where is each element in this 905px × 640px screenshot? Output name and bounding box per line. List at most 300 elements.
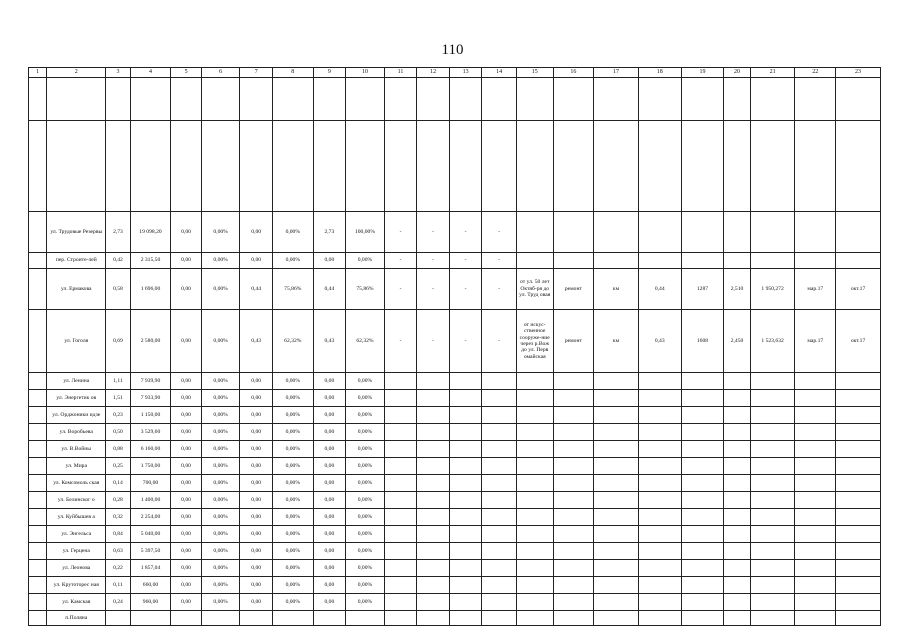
cell-col-17 (594, 390, 639, 407)
cell-col-3: 0,50 (106, 424, 130, 441)
cell-col-8 (272, 611, 313, 626)
cell-col-16 (553, 441, 594, 458)
cell-col-17 (594, 560, 639, 577)
cell-col-6: 0,00% (201, 577, 240, 594)
cell-col-3: 1,51 (106, 390, 130, 407)
blank-cell (29, 121, 47, 212)
cell-col-3: 0,42 (106, 253, 130, 269)
cell-col-3: 0,23 (106, 407, 130, 424)
cell-col-20 (724, 441, 750, 458)
column-number: 6 (201, 68, 240, 78)
blank-cell (240, 121, 273, 212)
cell-col-14 (482, 611, 517, 626)
cell-col-16: ремонт (553, 269, 594, 310)
blank-cell (47, 121, 106, 212)
column-number: 22 (795, 68, 836, 78)
cell-col-12 (417, 611, 450, 626)
cell-col-7: 0,00 (240, 475, 273, 492)
cell-col-9: 0,00 (313, 492, 346, 509)
blank-cell (272, 78, 313, 121)
cell-col-18 (638, 594, 681, 611)
cell-col-20 (724, 212, 750, 253)
cell-col-10: 0,00% (346, 560, 385, 577)
cell-col-18 (638, 407, 681, 424)
cell-col-10: 0,00% (346, 424, 385, 441)
cell-col-7: 0,00 (240, 509, 273, 526)
blank-cell (313, 121, 346, 212)
blank-cell (201, 78, 240, 121)
cell-col-10: 0,00% (346, 509, 385, 526)
cell-col-13 (449, 390, 482, 407)
cell-col-4: 7 933,90 (130, 390, 171, 407)
cell-col-9: 0,00 (313, 407, 346, 424)
cell-col-12 (417, 475, 450, 492)
cell-col-5: 0,00 (171, 373, 202, 390)
cell-col-9: 0,00 (313, 594, 346, 611)
table-row (29, 492, 881, 509)
cell-col-16 (553, 475, 594, 492)
cell-col-23 (836, 390, 881, 407)
cell-col-20: 2,450 (724, 310, 750, 373)
street-name: ул. Леонова (47, 560, 106, 577)
cell-col-21 (750, 475, 795, 492)
blank-cell (516, 78, 553, 121)
cell-col-4: 1 857,04 (130, 560, 171, 577)
cell-col-16 (553, 458, 594, 475)
cell-col-17 (594, 373, 639, 390)
table-row (29, 475, 881, 492)
cell-col-11 (384, 475, 417, 492)
cell-col-7: 0,00 (240, 441, 273, 458)
cell-col-5 (171, 611, 202, 626)
cell-col-14: - (482, 253, 517, 269)
column-number: 11 (384, 68, 417, 78)
cell-col-3: 0,84 (106, 526, 130, 543)
cell-col-12 (417, 577, 450, 594)
street-name: пер. Строите-лей (47, 253, 106, 269)
cell-col-14 (482, 594, 517, 611)
cell-col-19 (681, 543, 724, 560)
cell-col-4: 7 939,90 (130, 373, 171, 390)
cell-col-9: 0,00 (313, 441, 346, 458)
cell-col-3: 0,32 (106, 509, 130, 526)
cell-col-4: 960,00 (130, 594, 171, 611)
cell-col-17 (594, 407, 639, 424)
cell-col-7: 0,43 (240, 310, 273, 373)
table-row (29, 310, 881, 373)
cell-col-5: 0,00 (171, 212, 202, 253)
table-row (29, 577, 881, 594)
street-name: ул. Энгельса (47, 526, 106, 543)
cell-col-8: 0,00% (272, 577, 313, 594)
cell-col-12 (417, 509, 450, 526)
cell-col-6: 0,00% (201, 269, 240, 310)
cell-col-3: 0,14 (106, 475, 130, 492)
blank-cell (724, 78, 750, 121)
cell-col-13: - (449, 310, 482, 373)
table-row (29, 526, 881, 543)
cell-col-6: 0,00% (201, 458, 240, 475)
cell-col-18 (638, 373, 681, 390)
cell-col-16 (553, 509, 594, 526)
cell-col-18 (638, 526, 681, 543)
cell-col-6: 0,00% (201, 509, 240, 526)
cell-col-19 (681, 492, 724, 509)
cell-col-11 (384, 543, 417, 560)
cell-col-10: 0,00% (346, 594, 385, 611)
cell-col-8: 0,00% (272, 212, 313, 253)
cell-col-4: 19 098,20 (130, 212, 171, 253)
table-row (29, 269, 881, 310)
street-name: ул. Мира (47, 458, 106, 475)
cell-col-14: - (482, 269, 517, 310)
cell-col-13 (449, 560, 482, 577)
header-blank-row (29, 121, 881, 212)
header-row (29, 68, 881, 78)
cell-col-17 (594, 611, 639, 626)
cell-col-10: 62,32% (346, 310, 385, 373)
cell-col-23 (836, 594, 881, 611)
cell-col-14 (482, 441, 517, 458)
cell-col-13 (449, 543, 482, 560)
cell-col-19 (681, 594, 724, 611)
row-index-cell (29, 407, 47, 424)
cell-col-12 (417, 407, 450, 424)
cell-col-21: 1 950,272 (750, 269, 795, 310)
cell-col-7: 0,00 (240, 407, 273, 424)
table-row (29, 424, 881, 441)
cell-col-4: 2 580,00 (130, 310, 171, 373)
cell-col-23 (836, 253, 881, 269)
cell-col-15 (516, 212, 553, 253)
cell-col-15 (516, 543, 553, 560)
cell-col-18 (638, 212, 681, 253)
cell-col-19 (681, 424, 724, 441)
cell-col-13 (449, 611, 482, 626)
cell-col-7: 0,00 (240, 212, 273, 253)
column-number: 3 (106, 68, 130, 78)
cell-col-22: мар.17 (795, 310, 836, 373)
cell-col-7 (240, 611, 273, 626)
cell-col-22 (795, 475, 836, 492)
cell-col-15 (516, 492, 553, 509)
table-row (29, 458, 881, 475)
cell-col-12 (417, 560, 450, 577)
cell-col-16: ремонт (553, 310, 594, 373)
cell-col-11: - (384, 253, 417, 269)
cell-col-9: 0,00 (313, 373, 346, 390)
cell-col-15 (516, 509, 553, 526)
cell-col-23 (836, 492, 881, 509)
cell-col-3: 0,28 (106, 492, 130, 509)
street-name: ул. Крутоторес ная (47, 577, 106, 594)
cell-col-17 (594, 577, 639, 594)
cell-col-20 (724, 577, 750, 594)
header-blank-row (29, 78, 881, 121)
table-row (29, 611, 881, 626)
cell-col-3: 0,25 (106, 458, 130, 475)
cell-col-4: 5 397,50 (130, 543, 171, 560)
blank-cell (171, 78, 202, 121)
column-number: 8 (272, 68, 313, 78)
cell-col-16 (553, 424, 594, 441)
cell-col-19 (681, 509, 724, 526)
cell-col-11 (384, 424, 417, 441)
cell-col-4: 2 315,50 (130, 253, 171, 269)
row-index-cell (29, 560, 47, 577)
cell-col-12 (417, 543, 450, 560)
column-number: 5 (171, 68, 202, 78)
cell-col-14 (482, 475, 517, 492)
row-index-cell (29, 475, 47, 492)
cell-col-5: 0,00 (171, 407, 202, 424)
cell-col-8: 0,00% (272, 390, 313, 407)
cell-col-8: 0,00% (272, 594, 313, 611)
column-number: 2 (47, 68, 106, 78)
cell-col-21 (750, 594, 795, 611)
cell-col-22 (795, 594, 836, 611)
cell-col-9: 0,00 (313, 543, 346, 560)
cell-col-17: км (594, 269, 639, 310)
cell-col-16 (553, 407, 594, 424)
cell-col-20 (724, 560, 750, 577)
cell-col-6: 0,00% (201, 492, 240, 509)
cell-col-18 (638, 509, 681, 526)
cell-col-9: 0,00 (313, 253, 346, 269)
cell-col-5: 0,00 (171, 526, 202, 543)
row-index-cell (29, 458, 47, 475)
row-index-cell (29, 526, 47, 543)
cell-col-13 (449, 577, 482, 594)
row-index-cell (29, 577, 47, 594)
cell-col-15 (516, 611, 553, 626)
cell-col-22 (795, 492, 836, 509)
cell-col-5: 0,00 (171, 577, 202, 594)
cell-col-10: 0,00% (346, 526, 385, 543)
blank-cell (313, 78, 346, 121)
cell-col-10: 0,00% (346, 253, 385, 269)
cell-col-23 (836, 441, 881, 458)
column-number: 19 (681, 68, 724, 78)
cell-col-5: 0,00 (171, 253, 202, 269)
column-number: 10 (346, 68, 385, 78)
cell-col-18 (638, 543, 681, 560)
cell-col-6 (201, 611, 240, 626)
cell-col-4 (130, 611, 171, 626)
cell-col-4: 700,00 (130, 475, 171, 492)
cell-col-18 (638, 475, 681, 492)
cell-col-23 (836, 458, 881, 475)
cell-col-22 (795, 560, 836, 577)
cell-col-17 (594, 492, 639, 509)
cell-col-15: от ул. 50 лет Октяб-ря до ул. Труд овая (516, 269, 553, 310)
cell-col-3: 0,11 (106, 577, 130, 594)
cell-col-16 (553, 492, 594, 509)
cell-col-21 (750, 390, 795, 407)
column-number: 1 (29, 68, 47, 78)
blank-cell (272, 121, 313, 212)
cell-col-12 (417, 390, 450, 407)
cell-col-20: 2,510 (724, 269, 750, 310)
cell-col-18 (638, 253, 681, 269)
cell-col-3: 0,22 (106, 560, 130, 577)
cell-col-20 (724, 492, 750, 509)
cell-col-14: - (482, 212, 517, 253)
cell-col-22 (795, 407, 836, 424)
street-name: ул. Белинског о (47, 492, 106, 509)
cell-col-7: 0,00 (240, 373, 273, 390)
cell-col-7: 0,00 (240, 594, 273, 611)
cell-col-8: 0,00% (272, 475, 313, 492)
cell-col-3: 0,69 (106, 310, 130, 373)
blank-cell (482, 121, 517, 212)
cell-col-14: - (482, 310, 517, 373)
blank-cell (795, 121, 836, 212)
cell-col-19: 1608 (681, 310, 724, 373)
cell-col-6: 0,00% (201, 253, 240, 269)
cell-col-16 (553, 543, 594, 560)
cell-col-12 (417, 526, 450, 543)
cell-col-18 (638, 611, 681, 626)
cell-col-13 (449, 594, 482, 611)
cell-col-6: 0,00% (201, 407, 240, 424)
blank-cell (417, 78, 450, 121)
table-row (29, 253, 881, 269)
cell-col-6: 0,00% (201, 424, 240, 441)
blank-cell (750, 121, 795, 212)
cell-col-19: 1287 (681, 269, 724, 310)
cell-col-12 (417, 424, 450, 441)
blank-cell (346, 121, 385, 212)
table-row (29, 560, 881, 577)
cell-col-7: 0,00 (240, 390, 273, 407)
cell-col-14 (482, 390, 517, 407)
street-name: ул. Куйбышев а (47, 509, 106, 526)
cell-col-8: 62,32% (272, 310, 313, 373)
cell-col-7: 0,00 (240, 492, 273, 509)
cell-col-23 (836, 407, 881, 424)
blank-cell (516, 121, 553, 212)
table-row (29, 407, 881, 424)
data-table (28, 67, 881, 626)
row-index-cell (29, 269, 47, 310)
cell-col-7: 0,00 (240, 458, 273, 475)
blank-cell (106, 121, 130, 212)
cell-col-13: - (449, 253, 482, 269)
row-index-cell (29, 390, 47, 407)
cell-col-11 (384, 458, 417, 475)
cell-col-8: 0,00% (272, 424, 313, 441)
cell-col-9: 0,00 (313, 458, 346, 475)
cell-col-14 (482, 543, 517, 560)
cell-col-22 (795, 212, 836, 253)
cell-col-8: 0,00% (272, 509, 313, 526)
column-number: 18 (638, 68, 681, 78)
cell-col-17 (594, 594, 639, 611)
cell-col-10: 0,00% (346, 543, 385, 560)
cell-col-13: - (449, 212, 482, 253)
cell-col-10 (346, 611, 385, 626)
cell-col-4: 1 150,00 (130, 407, 171, 424)
cell-col-13 (449, 373, 482, 390)
cell-col-19 (681, 441, 724, 458)
cell-col-22 (795, 458, 836, 475)
blank-cell (836, 121, 881, 212)
cell-col-13 (449, 509, 482, 526)
cell-col-17 (594, 441, 639, 458)
cell-col-23 (836, 212, 881, 253)
cell-col-3: 0,88 (106, 441, 130, 458)
cell-col-9: 0,00 (313, 560, 346, 577)
cell-col-19 (681, 611, 724, 626)
cell-col-17 (594, 526, 639, 543)
blank-cell (417, 121, 450, 212)
row-index-cell (29, 310, 47, 373)
cell-col-7: 0,00 (240, 543, 273, 560)
cell-col-21 (750, 373, 795, 390)
cell-col-12 (417, 594, 450, 611)
cell-col-5: 0,00 (171, 594, 202, 611)
cell-col-6: 0,00% (201, 390, 240, 407)
column-number: 14 (482, 68, 517, 78)
cell-col-5: 0,00 (171, 458, 202, 475)
cell-col-15 (516, 458, 553, 475)
blank-cell (449, 78, 482, 121)
street-name: ул. В.Войны (47, 441, 106, 458)
column-number: 7 (240, 68, 273, 78)
cell-col-6: 0,00% (201, 560, 240, 577)
column-number: 17 (594, 68, 639, 78)
cell-col-11: - (384, 212, 417, 253)
street-name: ул. Ермакова (47, 269, 106, 310)
cell-col-11 (384, 492, 417, 509)
cell-col-16 (553, 212, 594, 253)
cell-col-15 (516, 594, 553, 611)
cell-col-8: 0,00% (272, 253, 313, 269)
cell-col-19 (681, 212, 724, 253)
cell-col-8: 75,86% (272, 269, 313, 310)
cell-col-5: 0,00 (171, 424, 202, 441)
blank-cell (106, 78, 130, 121)
cell-col-20 (724, 509, 750, 526)
cell-col-13 (449, 407, 482, 424)
cell-col-6: 0,00% (201, 475, 240, 492)
cell-col-17 (594, 424, 639, 441)
cell-col-8: 0,00% (272, 526, 313, 543)
cell-col-15 (516, 441, 553, 458)
table-row (29, 373, 881, 390)
street-name: п.Поляна (47, 611, 106, 626)
blank-cell (130, 121, 171, 212)
cell-col-21 (750, 543, 795, 560)
cell-col-4: 3 529,60 (130, 424, 171, 441)
cell-col-19 (681, 560, 724, 577)
cell-col-12 (417, 441, 450, 458)
blank-cell (449, 121, 482, 212)
cell-col-17 (594, 212, 639, 253)
cell-col-11 (384, 509, 417, 526)
blank-cell (594, 121, 639, 212)
cell-col-21 (750, 441, 795, 458)
cell-col-18 (638, 458, 681, 475)
cell-col-23 (836, 611, 881, 626)
table-row (29, 543, 881, 560)
blank-cell (594, 78, 639, 121)
cell-col-20 (724, 253, 750, 269)
cell-col-22 (795, 543, 836, 560)
street-name: ул. Орджоники идзе (47, 407, 106, 424)
blank-cell (638, 78, 681, 121)
